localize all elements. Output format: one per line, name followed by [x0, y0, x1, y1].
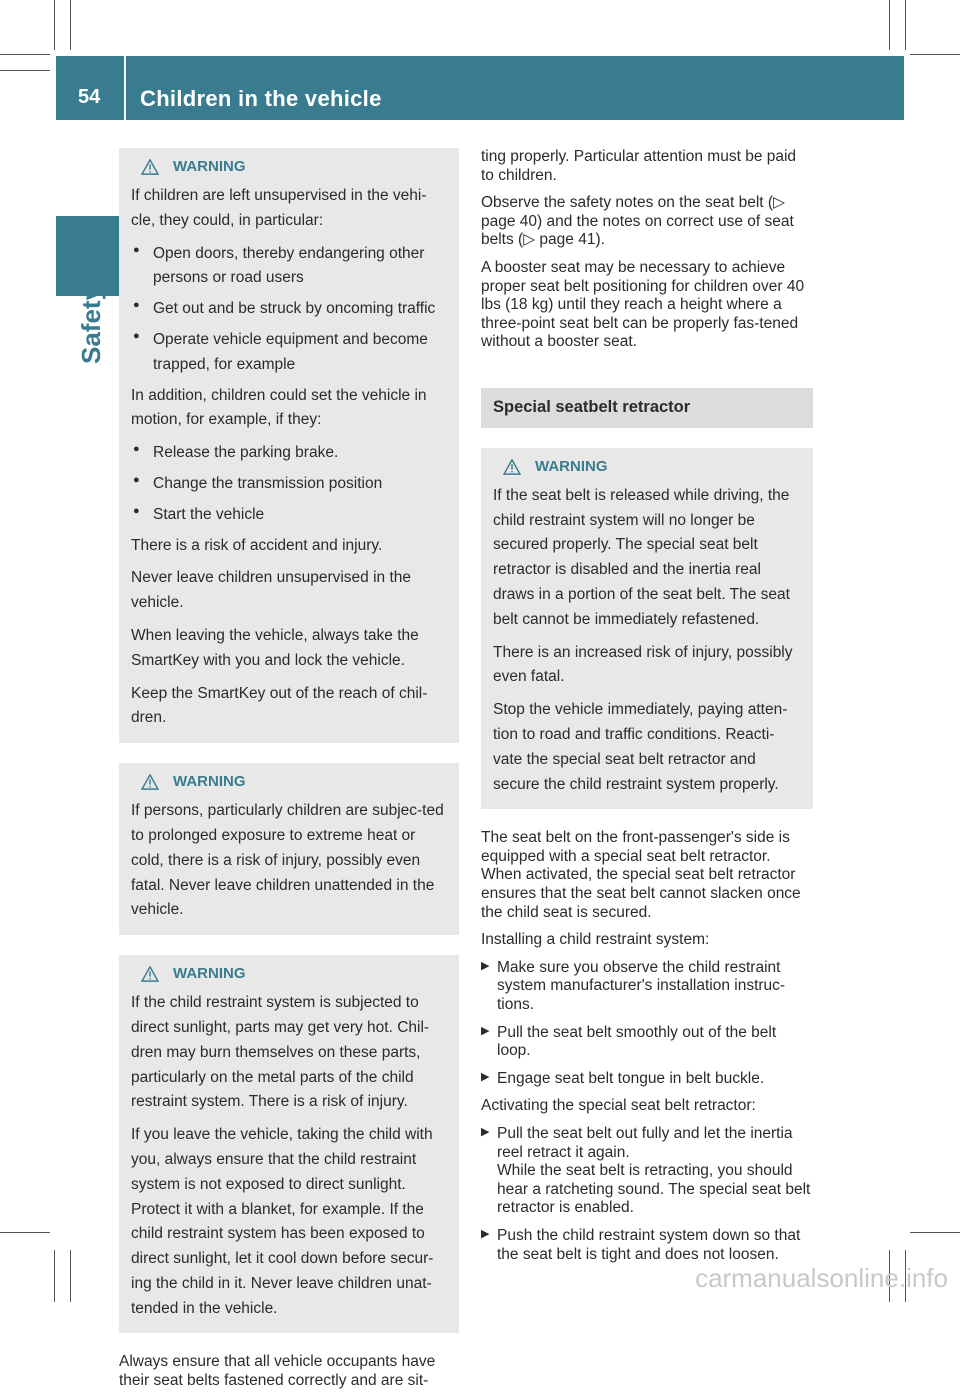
warning-box	[481, 448, 813, 810]
step-item: ▶ Make sure you observe the child restraint system manufacturer's installation instruc-tions.	[481, 959, 813, 1015]
section-tab	[56, 216, 128, 296]
warning-heading	[503, 458, 801, 476]
instruction-label: Activating the special seat belt retractor:	[481, 1097, 756, 1115]
page-title: Children in the vehicle	[140, 86, 382, 111]
warning-list	[131, 242, 447, 378]
body-text: The seat belt on the front-passenger's side is equipped with a special seat belt retractor. When activated, the special seat belt retractor ensures that the seat belt cannot slacken once the child seat is secured.	[481, 829, 801, 921]
step-result-text: While the seat belt is retracting, you should hear a ratcheting sound. The special seat belt retractor is enabled.	[497, 1162, 811, 1217]
page-number: 54	[78, 86, 101, 108]
warning-heading	[141, 773, 447, 791]
section-label: Safety	[76, 285, 106, 364]
warning-heading	[141, 965, 447, 983]
step-text: Pull the seat belt out fully and let the inertia reel retract it again.	[497, 1125, 793, 1161]
step-item: ▶ Engage seat belt tongue in belt buckle.	[481, 1070, 813, 1089]
instruction-steps	[481, 959, 813, 1089]
section-heading: Special seatbelt retractor	[481, 388, 813, 428]
warning-label: WARNING	[173, 158, 246, 175]
warning-text: If you leave the vehicle, taking the child with you, always ensure that the child restraint system is not exposed to direct sunlight. Protect it with a blanket, for example. If the child restraint system has been exposed to direct sunlight, let it cool down before secur-ing the child in it. Never leave children unat-tended in the vehicle.	[131, 1126, 434, 1317]
warning-triangle-icon	[141, 774, 159, 790]
warning-text: In addition, children could set the vehicle in motion, for example, if they:	[131, 386, 427, 429]
step-item: ▶ Pull the seat belt smoothly out of the belt loop.	[481, 1024, 813, 1061]
crop-mark	[70, 0, 71, 50]
warning-text: When leaving the vehicle, always take the SmartKey with you and lock the vehicle.	[131, 626, 419, 669]
warning-box	[119, 148, 459, 743]
warning-list	[131, 441, 447, 527]
warning-text: There is an increased risk of injury, possibly even fatal.	[493, 643, 793, 686]
warning-triangle-icon	[503, 459, 521, 475]
warning-text: If persons, particularly children are subjec-ted to prolonged exposure to extreme heat or cold, there is a risk of injury, possibly even fatal. Never leave children unattended in the vehicle.	[131, 802, 444, 919]
list-item: ● Open doors, thereby endangering other persons or road users	[131, 242, 447, 292]
instruction-label: Installing a child restraint system:	[481, 931, 710, 949]
left-column	[119, 148, 459, 1400]
instruction-steps	[481, 1125, 813, 1264]
step-item: ▶ Push the child restraint system down so that the seat belt is tight and does not loosen.	[481, 1227, 813, 1264]
warning-label: WARNING	[173, 773, 246, 791]
watermark: carmanualsonline.info	[695, 1263, 948, 1293]
body-text: A booster seat may be necessary to achieve proper seat belt positioning for children over 40 lbs (18 kg) until they reach a height where a three-point seat belt can be properly fas-tened without a booster seat.	[481, 258, 805, 351]
warning-text: If children are left unsupervised in the vehi-cle, they could, in particular:	[131, 187, 427, 229]
list-item: ● Release the parking brake.	[131, 441, 447, 466]
list-item: ● Get out and be struck by oncoming traffic	[131, 297, 447, 322]
warning-text: Keep the SmartKey out of the reach of chil-dren.	[131, 684, 428, 727]
list-item: ● Start the vehicle	[131, 503, 447, 528]
warning-text: If the child restraint system is subjected to direct sunlight, parts may get very hot. Chil-dren may burn themselves on these parts, particularly on the metal parts of the child restraint system. There is a risk of injury.	[131, 994, 430, 1111]
warning-heading	[141, 158, 447, 176]
list-item: ● Change the transmission position	[131, 472, 447, 497]
step-item	[481, 1125, 813, 1218]
warning-text: Stop the vehicle immediately, paying atten-tion to road and traffic conditions. Reacti-vate the special seat belt retractor and secure the child restraint system properly.	[493, 701, 788, 793]
crop-mark	[0, 70, 50, 71]
warning-label: WARNING	[173, 965, 246, 983]
body-text: Always ensure that all vehicle occupants have their seat belts fastened correctly and are sit-	[119, 1353, 436, 1390]
warning-triangle-icon	[141, 159, 159, 175]
warning-label: WARNING	[535, 457, 608, 475]
warning-box	[119, 955, 459, 1333]
crop-mark	[54, 1250, 55, 1302]
warning-text: Never leave children unsupervised in the vehicle.	[131, 569, 412, 612]
list-item: ● Operate vehicle equipment and become trapped, for example	[131, 328, 447, 378]
header-divider	[124, 56, 126, 120]
right-column	[481, 148, 813, 1273]
warning-text: If the seat belt is released while driving, the child restraint system will no longer be secured properly. The special seat belt retractor is disabled and the inertia real draws in a portion of the seat belt. The seat belt cannot be immediately refastened.	[493, 486, 790, 628]
body-text: ting properly. Particular attention must be paid to children.	[481, 148, 797, 184]
warning-triangle-icon	[141, 966, 159, 982]
crop-mark	[910, 1232, 960, 1233]
crop-mark	[0, 1232, 50, 1233]
crop-mark	[70, 1250, 71, 1302]
warning-text: There is a risk of accident and injury.	[131, 536, 383, 554]
crop-mark	[905, 0, 906, 50]
body-text-with-links: Observe the safety notes on the seat belt (▷ page 40) and the notes on correct use of seat belts (▷ page 41).	[481, 194, 794, 249]
crop-mark	[54, 0, 55, 50]
warning-box	[119, 763, 459, 935]
crop-mark	[910, 54, 960, 55]
crop-mark	[889, 0, 890, 50]
crop-mark	[0, 54, 50, 55]
